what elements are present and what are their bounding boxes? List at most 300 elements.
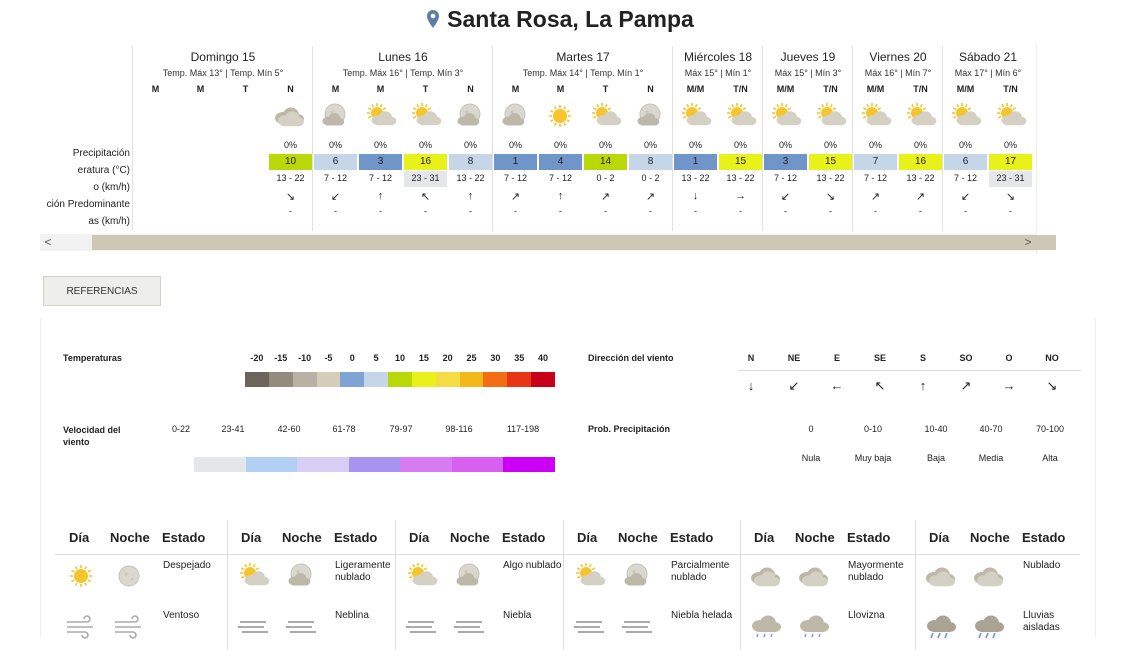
- day-temps: Máx 15° | Mín 1°: [684, 68, 752, 78]
- gust-value: -: [604, 206, 607, 216]
- temperature-swatch: [317, 372, 341, 387]
- state-label: Despejado: [163, 560, 211, 571]
- state-label: Mayormente nublado: [848, 560, 904, 583]
- period-column: [403, 84, 448, 216]
- moon-cloud-icon: [317, 102, 353, 130]
- cloudy-icon: [923, 562, 955, 588]
- wind-range-label: 61-78: [332, 424, 356, 434]
- temperature-value: 1: [674, 154, 717, 170]
- precipitation-value: 0%: [643, 140, 657, 150]
- period-label: T/N: [733, 84, 748, 94]
- day-column: [312, 46, 493, 231]
- wind-range-label: 42-60: [277, 424, 301, 434]
- wind-swatch: [194, 457, 246, 472]
- precipitation-value: 0%: [598, 140, 612, 150]
- day-column: [852, 46, 943, 231]
- temperature-swatch: [269, 372, 293, 387]
- temperature-value: 14: [584, 154, 627, 170]
- period-column: [178, 84, 223, 96]
- wind-value: 13 - 22: [906, 173, 935, 183]
- gust-value: -: [424, 206, 427, 216]
- gust-value: -: [964, 206, 967, 216]
- wind-range-label: 117-198: [506, 424, 540, 434]
- scroll-left-icon[interactable]: <: [44, 235, 52, 249]
- states-header-day: Día: [241, 530, 262, 545]
- day-name: Sábado 21: [958, 50, 1018, 64]
- states-header-night: Noche: [795, 530, 835, 545]
- direction-arrow-icon: ↘: [1046, 378, 1058, 393]
- horizontal-scrollbar[interactable]: [40, 234, 1036, 251]
- temperature-value: 8: [449, 154, 492, 170]
- temperature-tick: 15: [418, 353, 429, 363]
- gust-value: -: [784, 206, 787, 216]
- state-label: Nublado: [1023, 560, 1061, 571]
- precipitation-range: 40-70: [979, 424, 1003, 434]
- states-group-divider: [740, 520, 741, 650]
- wind-value: 7 - 12: [323, 173, 347, 183]
- temperature-tick: 10: [394, 353, 405, 363]
- precipitation-value: 0%: [688, 140, 702, 150]
- period-column: [718, 84, 763, 216]
- states-header-night: Noche: [970, 530, 1010, 545]
- cloudy-icon: [971, 562, 1003, 588]
- temperature-tick: 35: [514, 353, 525, 363]
- direction-label: E: [833, 353, 840, 363]
- period-column: [853, 84, 898, 216]
- fog-icon: [403, 612, 435, 638]
- temperature-swatch: [388, 372, 412, 387]
- precipitation-range: 10-40: [924, 424, 948, 434]
- fog-icon: [235, 612, 267, 638]
- wind-value: 7 - 12: [503, 173, 527, 183]
- wind-direction-icon: ↓: [692, 190, 699, 202]
- states-header-state: Estado: [847, 530, 891, 545]
- period-label: M/M: [776, 84, 795, 94]
- period-label: M: [196, 84, 205, 94]
- period-column: [943, 84, 988, 216]
- moon-cloud-icon: [283, 562, 315, 588]
- wind-value: 7 - 12: [368, 173, 392, 183]
- wind-swatch: [349, 457, 401, 472]
- states-header-day: Día: [409, 530, 430, 545]
- precipitation-level: Baja: [926, 453, 945, 463]
- period-label: M: [376, 84, 385, 94]
- temperature-legend-title: Temperaturas: [63, 353, 122, 363]
- wind-swatch: [246, 457, 298, 472]
- wind-direction-icon: ↑: [557, 190, 564, 202]
- fog-icon: [619, 612, 651, 638]
- forecast-table: [40, 44, 1037, 254]
- moon-cloud-icon: [632, 102, 668, 130]
- fog-icon: [571, 612, 603, 638]
- day-temps: Máx 17° | Mín 6°: [954, 68, 1022, 78]
- gust-value: -: [379, 206, 382, 216]
- cloudy-icon: [748, 562, 780, 588]
- rain-icon: [923, 612, 955, 638]
- gust-value: -: [334, 206, 337, 216]
- temperature-value: 16: [404, 154, 447, 170]
- precipitation-level: Media: [978, 453, 1004, 463]
- sun-icon: [542, 102, 578, 130]
- wind-range-label: 79-97: [389, 424, 413, 434]
- rain-icon: [971, 612, 1003, 638]
- states-group-divider: [563, 520, 564, 650]
- period-column: [808, 84, 853, 216]
- sun-cloud-icon: [571, 562, 603, 588]
- temperature-tick: 40: [538, 353, 549, 363]
- location-pin-icon: [427, 7, 439, 34]
- fog-icon: [451, 612, 483, 638]
- precipitation-value: 0%: [868, 140, 882, 150]
- direction-label: N: [747, 353, 755, 363]
- temperature-swatch: [245, 372, 269, 387]
- temperature-value: 1: [494, 154, 537, 170]
- period-label: T: [602, 84, 609, 94]
- period-column: [988, 84, 1033, 216]
- period-label: T/N: [823, 84, 838, 94]
- states-header-state: Estado: [1022, 530, 1066, 545]
- temperature-value: 4: [539, 154, 582, 170]
- wind-direction-icon: ↙: [780, 191, 791, 203]
- temperature-value: 16: [899, 154, 942, 170]
- day-name: Lunes 16: [378, 50, 428, 64]
- direction-arrow-icon: →: [1002, 378, 1016, 393]
- state-label: Niebla: [503, 610, 532, 621]
- period-column: [313, 84, 358, 216]
- row-label-precipitation: Precipitación: [72, 148, 130, 159]
- states-header-state: Estado: [502, 530, 546, 545]
- wind-value: 13 - 22: [276, 173, 305, 183]
- states-header-state: Estado: [670, 530, 714, 545]
- sun-cloud-icon: [235, 562, 267, 588]
- sun-cloud-icon: [947, 102, 983, 130]
- sun-cloud-icon: [403, 562, 435, 588]
- wind-value: 13 - 22: [681, 173, 710, 183]
- day-column: [762, 46, 853, 231]
- wind-value: 13 - 22: [816, 173, 845, 183]
- day-temps: Temp. Máx 14° | Temp. Mín 1°: [522, 68, 644, 78]
- precipitation-value: 0%: [283, 140, 297, 150]
- sun-cloud-icon: [722, 102, 758, 130]
- states-header-day: Día: [69, 530, 90, 545]
- wind-direction-icon: ↗: [600, 191, 611, 203]
- row-label-gusts: as (km/h): [88, 216, 130, 227]
- direction-arrow-icon: ↙: [788, 378, 800, 393]
- temperature-tick: -10: [298, 353, 312, 363]
- wind-value: 7 - 12: [548, 173, 572, 183]
- states-group-divider: [915, 520, 916, 650]
- scrollbar-thumb[interactable]: [92, 235, 1056, 250]
- day-temps: Máx 15° | Mín 3°: [774, 68, 842, 78]
- wind-direction-icon: ↘: [1005, 191, 1016, 203]
- period-label: T: [242, 84, 249, 94]
- temperature-tick: -15: [274, 353, 288, 363]
- sun-cloud-icon: [902, 102, 938, 130]
- precipitation-value: 0%: [778, 140, 792, 150]
- period-label: M: [556, 84, 565, 94]
- gust-value: -: [514, 206, 517, 216]
- temperature-value: 3: [764, 154, 807, 170]
- temperature-swatch: [460, 372, 484, 387]
- period-column: [583, 84, 628, 216]
- state-label: Parcialmente nublado: [671, 560, 730, 583]
- period-label: T/N: [1003, 84, 1018, 94]
- fog-icon: [283, 612, 315, 638]
- gust-value: -: [649, 206, 652, 216]
- state-label: Algo nublado: [503, 560, 562, 571]
- moon-icon: [111, 562, 143, 588]
- temperature-swatch: [412, 372, 436, 387]
- states-group-divider: [395, 520, 396, 650]
- period-column: [268, 84, 313, 216]
- drizzle-icon: [796, 612, 828, 638]
- direction-arrow-icon: ↑: [919, 378, 927, 393]
- temperature-tick: 30: [490, 353, 501, 363]
- direction-label: S: [919, 353, 926, 363]
- temperature-swatch: [364, 372, 388, 387]
- precipitation-level: Alta: [1042, 453, 1058, 463]
- state-label: Niebla helada: [671, 610, 733, 621]
- period-label: M: [331, 84, 340, 94]
- sun-cloud-icon: [587, 102, 623, 130]
- period-label: M/M: [956, 84, 975, 94]
- gust-value: -: [919, 206, 922, 216]
- row-label-direction: ción Predominante: [46, 199, 130, 210]
- wind-direction-icon: ↗: [510, 191, 521, 203]
- wind-range-label: 0-22: [171, 424, 190, 434]
- wind-direction-icon: ↖: [420, 191, 431, 203]
- period-label: N: [287, 84, 294, 94]
- scroll-right-icon[interactable]: >: [1024, 235, 1032, 249]
- temperature-value: 7: [854, 154, 897, 170]
- period-column: [628, 84, 673, 216]
- period-column: [763, 84, 808, 216]
- precipitation-value: 0%: [418, 140, 432, 150]
- day-temps: Temp. Máx 13° | Temp. Mín 5°: [162, 68, 284, 78]
- precipitation-value: 0%: [328, 140, 342, 150]
- gust-value: -: [469, 206, 472, 216]
- states-header-day: Día: [577, 530, 598, 545]
- wind-value: 7 - 12: [863, 173, 887, 183]
- period-column: [223, 84, 268, 96]
- wind-value: 7 - 12: [773, 173, 797, 183]
- temperature-value: 15: [809, 154, 852, 170]
- states-header-night: Noche: [618, 530, 658, 545]
- drizzle-icon: [748, 612, 780, 638]
- direction-label: O: [1005, 353, 1013, 363]
- wind-swatch: [400, 457, 452, 472]
- wind-swatch: [503, 457, 555, 472]
- wind-direction-icon: ↙: [960, 191, 971, 203]
- temperature-value: 6: [314, 154, 357, 170]
- gust-value: -: [829, 206, 832, 216]
- direction-label: NO: [1045, 353, 1059, 363]
- state-label: Neblina: [335, 610, 369, 621]
- wind-direction-icon: ↙: [330, 191, 341, 203]
- period-column: [673, 84, 718, 216]
- temperature-swatch: [436, 372, 460, 387]
- sun-cloud-icon: [407, 102, 443, 130]
- temperature-tick: 20: [442, 353, 453, 363]
- temperature-tick: -20: [250, 353, 264, 363]
- states-header-state: Estado: [162, 530, 206, 545]
- direction-arrow-icon: ←: [830, 378, 844, 393]
- temperature-tick: 0: [349, 353, 355, 363]
- wind-range-label: 23-41: [221, 424, 245, 434]
- sun-cloud-icon: [812, 102, 848, 130]
- states-group-divider: [227, 520, 228, 650]
- wind-direction-icon: ↗: [870, 191, 881, 203]
- day-column: [492, 46, 673, 231]
- precipitation-value: 0%: [913, 140, 927, 150]
- temperature-scale: [245, 372, 555, 387]
- states-header-night: Noche: [282, 530, 322, 545]
- sun-cloud-icon: [992, 102, 1028, 130]
- gust-value: -: [559, 206, 562, 216]
- wind-swatch: [297, 457, 349, 472]
- precipitation-value: 0%: [733, 140, 747, 150]
- period-label: N: [467, 84, 474, 94]
- period-column: [448, 84, 493, 216]
- wind-value: 7 - 12: [953, 173, 977, 183]
- wind-direction-icon: ↘: [285, 191, 296, 203]
- temperature-swatch: [531, 372, 555, 387]
- direction-label: SE: [873, 353, 886, 363]
- moon-cloud-icon: [451, 562, 483, 588]
- precipitation-range: 0-10: [863, 424, 882, 434]
- temperature-swatch: [293, 372, 317, 387]
- precipitation-value: 0%: [958, 140, 972, 150]
- states-header-day: Día: [754, 530, 775, 545]
- temperature-swatch: [507, 372, 531, 387]
- wind-range-label: 98-116: [445, 424, 473, 434]
- sun-cloud-icon: [767, 102, 803, 130]
- row-label-temperature: eratura (°C): [77, 165, 130, 176]
- temperature-value: 17: [989, 154, 1032, 170]
- period-label: M/M: [686, 84, 705, 94]
- wind-value: 23 - 31: [411, 173, 440, 183]
- period-label: M: [511, 84, 520, 94]
- day-temps: Temp. Máx 16° | Temp. Mín 3°: [342, 68, 464, 78]
- period-column: [898, 84, 943, 216]
- references-panel: [40, 318, 1096, 638]
- direction-legend-title: Dirección del viento: [588, 353, 674, 363]
- temperature-value: 8: [629, 154, 672, 170]
- wind-value: 0 - 2: [596, 173, 615, 183]
- wind-icon: [63, 612, 95, 638]
- period-label: M/M: [866, 84, 885, 94]
- direction-arrow-icon: ↗: [960, 378, 972, 393]
- period-column: [493, 84, 538, 216]
- gust-value: -: [874, 206, 877, 216]
- states-header-night: Noche: [110, 530, 150, 545]
- day-name: Domingo 15: [190, 50, 256, 64]
- moon-cloud-icon: [619, 562, 651, 588]
- day-name: Jueves 19: [780, 50, 836, 64]
- day-column: [942, 46, 1033, 231]
- temperature-value: 3: [359, 154, 402, 170]
- row-label-wind: o (km/h): [93, 182, 130, 193]
- temperature-value: 10: [269, 154, 312, 170]
- temperature-swatch: [483, 372, 507, 387]
- wind-direction-icon: ↗: [645, 191, 656, 203]
- cloudy-icon: [272, 102, 308, 130]
- gust-value: -: [694, 206, 697, 216]
- period-column: [538, 84, 583, 216]
- day-column: [672, 46, 763, 231]
- sun-cloud-icon: [677, 102, 713, 130]
- direction-arrow-icon: ↓: [747, 378, 755, 393]
- temperature-value: 6: [944, 154, 987, 170]
- state-label: Lluvias aisladas: [1023, 610, 1060, 633]
- precipitation-range: 0: [808, 424, 814, 434]
- temperature-tick: 5: [373, 353, 379, 363]
- wind-direction-icon: →: [735, 190, 746, 202]
- period-label: N: [647, 84, 654, 94]
- gust-value: -: [1009, 206, 1012, 216]
- day-temps: Máx 16° | Mín 7°: [864, 68, 932, 78]
- day-column: [132, 46, 313, 231]
- period-label: T/N: [913, 84, 928, 94]
- day-name: Martes 17: [556, 50, 610, 64]
- state-label: Ventoso: [163, 610, 200, 621]
- precipitation-level: Nula: [801, 453, 821, 463]
- direction-label: SO: [959, 353, 973, 363]
- period-column: [133, 84, 178, 96]
- gust-value: -: [739, 206, 742, 216]
- wind-value: 13 - 22: [456, 173, 485, 183]
- precipitation-range: 70-100: [1035, 424, 1065, 434]
- sun-cloud-icon: [857, 102, 893, 130]
- location-name: Santa Rosa, La Pampa: [447, 6, 694, 32]
- temperature-tick: 25: [466, 353, 477, 363]
- precipitation-level: Muy baja: [854, 453, 892, 463]
- period-label: M: [151, 84, 160, 94]
- wind-scale: [194, 457, 555, 472]
- wind-value: 23 - 31: [996, 173, 1025, 183]
- location-title: [0, 6, 1121, 34]
- direction-arrow-icon: ↖: [874, 378, 886, 393]
- precipitation-value: 0%: [823, 140, 837, 150]
- wind-value: 0 - 2: [641, 173, 660, 183]
- state-label: Llovizna: [848, 610, 885, 621]
- wind-direction-icon: ↘: [825, 191, 836, 203]
- direction-label: NE: [787, 353, 801, 363]
- gust-value: -: [289, 206, 292, 216]
- temperature-swatch: [340, 372, 364, 387]
- cloudy-icon: [796, 562, 828, 588]
- states-header-day: Día: [929, 530, 950, 545]
- states-header: [55, 520, 1080, 555]
- precipitation-value: 0%: [373, 140, 387, 150]
- wind-value: 13 - 22: [726, 173, 755, 183]
- day-name: Miércoles 18: [683, 50, 753, 64]
- wind-legend-title: Velocidad del viento: [63, 425, 121, 447]
- precipitation-value: 0%: [463, 140, 477, 150]
- moon-cloud-icon: [452, 102, 488, 130]
- day-name: Viernes 20: [869, 50, 927, 64]
- states-header-state: Estado: [334, 530, 378, 545]
- direction-divider: [738, 370, 1081, 371]
- references-button[interactable]: REFERENCIAS: [43, 276, 161, 306]
- sun-cloud-icon: [362, 102, 398, 130]
- wind-swatch: [452, 457, 504, 472]
- precipitation-legend-title: Prob. Precipitación: [588, 424, 671, 434]
- precipitation-value: 0%: [553, 140, 567, 150]
- period-label: T: [422, 84, 429, 94]
- wind-icon: [111, 612, 143, 638]
- temperature-value: 15: [719, 154, 762, 170]
